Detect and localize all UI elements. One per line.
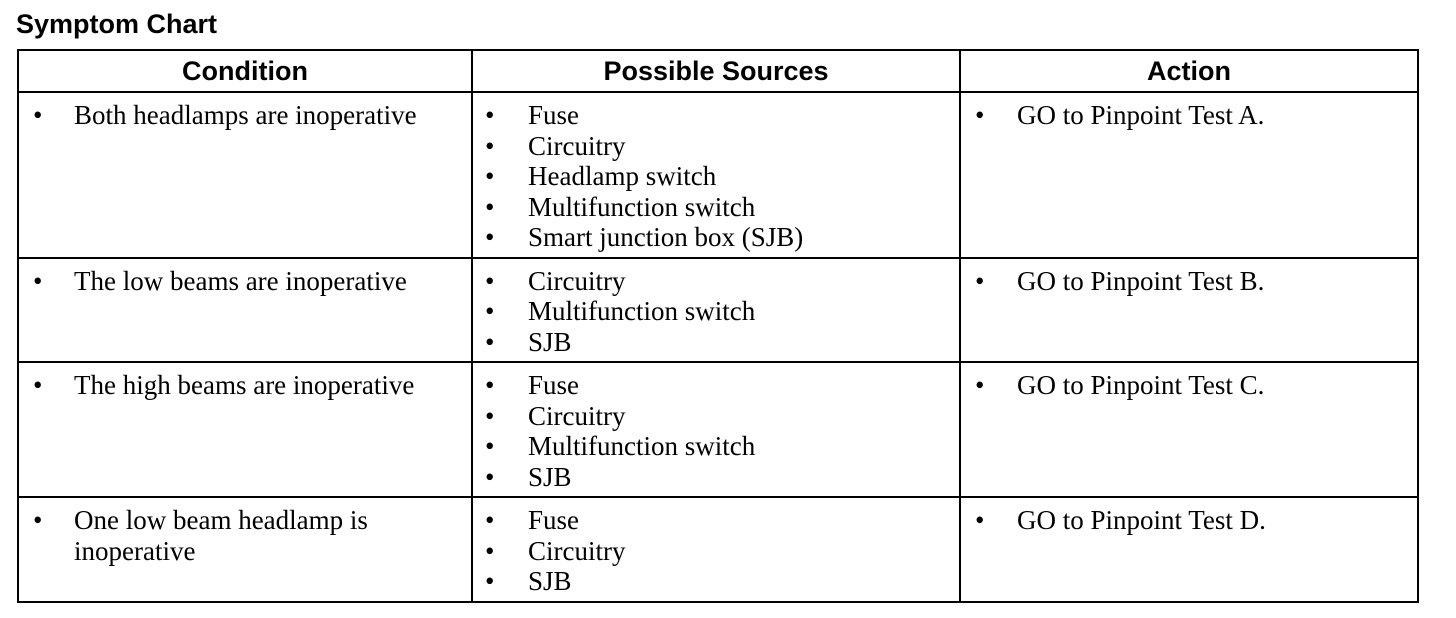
list-item: [473, 100, 959, 131]
list-item: [961, 370, 1417, 401]
bullet-icon: •: [485, 222, 495, 252]
bullet-icon: •: [485, 505, 495, 535]
bullet-icon: •: [485, 191, 495, 222]
bullet-icon: •: [485, 326, 495, 357]
bullet-icon: •: [975, 100, 985, 130]
bullet-icon: •: [975, 505, 985, 535]
list-item: [473, 431, 959, 462]
column-header-possible-sources: Possible Sources: [472, 50, 960, 92]
table-row: [18, 362, 1418, 497]
sources-cell-text: Circuitry: [528, 130, 626, 161]
sources-cell-text: Headlamp switch: [528, 161, 717, 191]
sources-cell-text: SJB: [528, 566, 572, 596]
bullet-icon: •: [33, 265, 43, 296]
action-cell: [960, 362, 1418, 497]
bullet-icon: •: [485, 265, 495, 296]
bullet-icon: •: [485, 461, 495, 492]
action-cell-list: [961, 370, 1417, 401]
sources-cell-text: Circuitry: [528, 535, 626, 566]
action-cell: [960, 92, 1418, 258]
symptom-table: [17, 49, 1419, 603]
table-row: [18, 258, 1418, 363]
list-item: [473, 222, 959, 253]
sources-cell-text: Fuse: [528, 505, 580, 535]
condition-cell-list: [19, 266, 471, 297]
bullet-icon: •: [485, 566, 495, 596]
list-item: [473, 370, 959, 401]
condition-cell: [18, 258, 472, 363]
action-cell-text: GO to Pinpoint Test A.: [1017, 100, 1265, 130]
sources-cell-text: Circuitry: [528, 265, 626, 296]
condition-cell: [18, 92, 472, 258]
sources-cell-text: Multifunction switch: [528, 191, 756, 222]
list-item: [19, 100, 471, 131]
bullet-icon: •: [33, 505, 43, 535]
condition-cell-text: Both headlamps are inoperative: [74, 100, 417, 130]
list-item: [473, 566, 959, 597]
list-item: [473, 266, 959, 297]
bullet-icon: •: [975, 370, 985, 400]
bullet-icon: •: [485, 431, 495, 461]
condition-cell: [18, 362, 472, 497]
action-cell: [960, 497, 1418, 602]
sources-cell: [472, 497, 960, 602]
action-cell-text: GO to Pinpoint Test B.: [1017, 265, 1265, 296]
sources-cell-list: [473, 370, 959, 492]
list-item: [961, 505, 1417, 536]
list-item: [473, 192, 959, 223]
list-item: [19, 505, 471, 566]
list-item: [473, 462, 959, 493]
sources-cell-text: SJB: [528, 326, 572, 357]
bullet-icon: •: [975, 265, 985, 296]
action-cell-text: GO to Pinpoint Test C.: [1017, 370, 1265, 400]
action-cell-list: [961, 100, 1417, 131]
column-header-condition: Condition: [18, 50, 472, 92]
sources-cell-text: Circuitry: [528, 400, 626, 431]
action-cell-text: GO to Pinpoint Test D.: [1017, 505, 1266, 535]
sources-cell-text: Fuse: [528, 100, 580, 130]
bullet-icon: •: [33, 100, 43, 130]
action-cell: [960, 258, 1418, 363]
sources-cell: [472, 362, 960, 497]
condition-cell-text: One low beam headlamp is inoperative: [74, 505, 368, 566]
list-item: [473, 131, 959, 162]
page-title: Symptom Chart: [16, 9, 218, 39]
list-item: [473, 296, 959, 327]
bullet-icon: •: [485, 370, 495, 400]
table-body: [18, 92, 1418, 602]
list-item: [473, 161, 959, 192]
sources-cell: [472, 92, 960, 258]
action-cell-list: [961, 505, 1417, 536]
bullet-icon: •: [485, 400, 495, 431]
sources-cell-text: Fuse: [528, 370, 580, 400]
list-item: [473, 401, 959, 432]
action-cell-list: [961, 266, 1417, 297]
condition-cell-text: The high beams are inoperative: [74, 370, 415, 400]
condition-cell: [18, 497, 472, 602]
list-item: [961, 266, 1417, 297]
list-item: [473, 536, 959, 567]
sources-cell-text: Multifunction switch: [528, 431, 756, 461]
bullet-icon: •: [33, 370, 43, 400]
bullet-icon: •: [485, 296, 495, 326]
sources-cell-list: [473, 266, 959, 358]
list-item: [473, 327, 959, 358]
sources-cell-text: Multifunction switch: [528, 296, 756, 326]
bullet-icon: •: [485, 161, 495, 191]
list-item: [961, 100, 1417, 131]
sources-cell-list: [473, 505, 959, 597]
condition-cell-list: [19, 100, 471, 131]
bullet-icon: •: [485, 535, 495, 566]
sources-cell-text: Smart junction box (SJB): [528, 222, 804, 252]
table-header-row: [18, 50, 1418, 92]
list-item: [19, 266, 471, 297]
bullet-icon: •: [485, 100, 495, 130]
table-row: [18, 92, 1418, 258]
sources-cell-text: SJB: [528, 461, 572, 492]
sources-cell-list: [473, 100, 959, 253]
bullet-icon: •: [485, 130, 495, 161]
column-header-action: Action: [960, 50, 1418, 92]
condition-cell-list: [19, 505, 471, 566]
sources-cell: [472, 258, 960, 363]
list-item: [19, 370, 471, 401]
table-row: [18, 497, 1418, 602]
list-item: [473, 505, 959, 536]
condition-cell-text: The low beams are inoperative: [74, 265, 407, 296]
condition-cell-list: [19, 370, 471, 401]
